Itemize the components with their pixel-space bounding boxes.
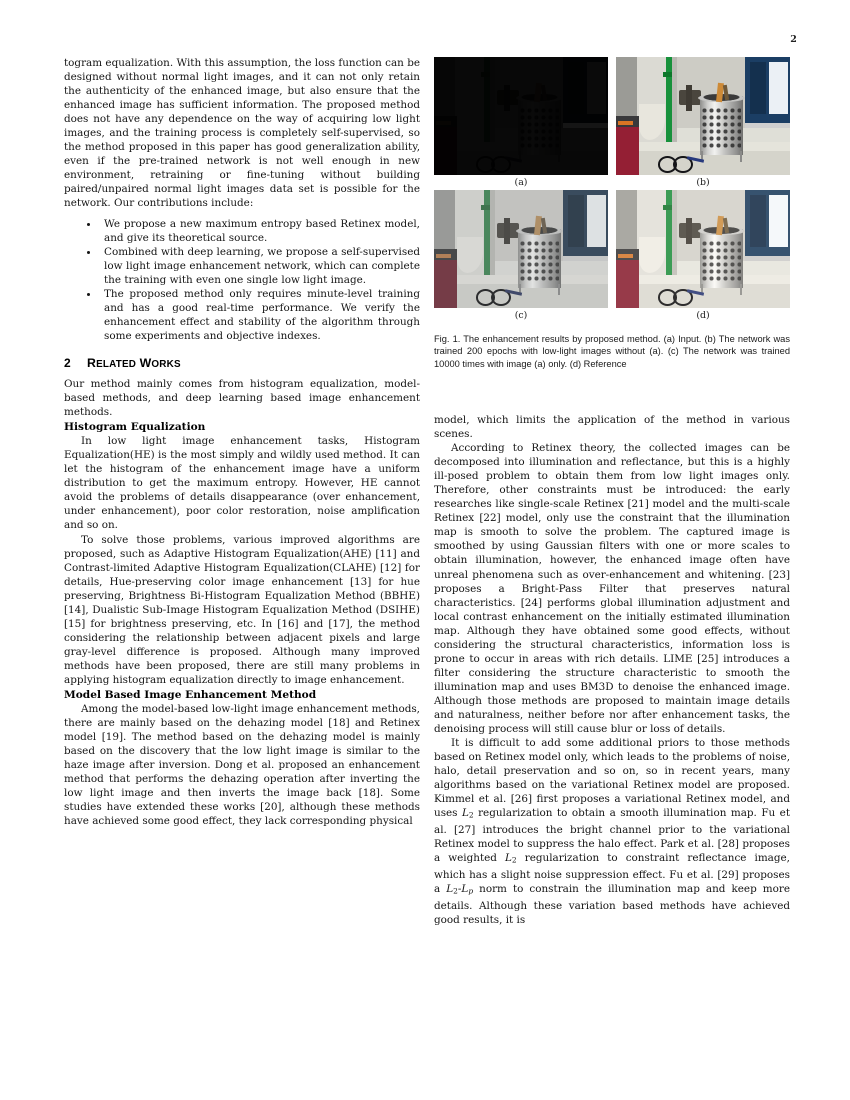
figure-panel-b xyxy=(616,57,790,190)
variational-text-4: norm to constrain the illumination map and keep more details. Although these variation based methods have achieved good results, it is xyxy=(434,882,790,926)
he-paragraph-2: To solve those problems, various improved algorithms are proposed, such as Adaptive Histogram Equalization(AHE) [11] and Contrast-limited Adaptive Histogram Equalization(CLAHE) [12] for details, Hue-preserving color image enhancement [13] for hue preserving, Brightness Bi-Histogram Equalization Method (BBHE) [14], Dualistic Sub-Image Histogram Equalization Method (DSIHE) [15] for brightness preserving, etc. In [16] and [17], the method considering the relationship between adjacent pixels and large gray-level difference is proposed. Although many improved methods have been proposed, there are still many problems in applying histogram equalization directly to image enhancement. xyxy=(64,533,420,686)
right-column xyxy=(434,413,790,927)
figure-image-a xyxy=(434,57,608,175)
section-heading-related-works xyxy=(64,356,420,372)
figure-sublabel-a: (a) xyxy=(514,177,528,188)
list-item: The proposed method only requires minute-level training and has a good real-time performance. We verify the enhancement effect and stability of the algorithm through some experiments and objective indexes. xyxy=(64,287,420,343)
figure-image-b xyxy=(616,57,790,175)
math-l2-b: L xyxy=(505,852,512,865)
list-item: We propose a new maximum entropy based Retinex model, and give its theoretical source. xyxy=(64,217,420,245)
variational-retinex-paragraph xyxy=(434,736,790,927)
paragraph-continued-left: togram equalization. With this assumption, the loss function can be designed without normal light images, and it can not only retain the authenticity of the enhanced image, but also ensure that the enhanced image has sufficient information. The proposed method does not have any dependence on the way of acquiring low light images, and the training process is completely self-supervised, so the method proposed in this paper has good generalization ability, even if the pre-trained network is not well enough in new environment, retraining or fine-tuning without building paired/unpaired normal light images data set is possible for the network. Our contributions include: xyxy=(64,57,420,210)
figure-sublabel-d: (d) xyxy=(696,310,710,321)
figure-panel-d xyxy=(616,190,790,323)
figure-image-c xyxy=(434,190,608,308)
figure-image-d xyxy=(616,190,790,308)
subheading-histogram-equalization: Histogram Equalization xyxy=(64,421,206,434)
page-number: 2 xyxy=(790,34,797,45)
list-item: Combined with deep learning, we propose a self-supervised low light image enhancement network, which can complete the training with even one single low light image. xyxy=(64,245,420,287)
section-title: RELATED WORKS xyxy=(87,355,181,370)
figure-caption: Fig. 1. The enhancement results by proposed method. (a) Input. (b) The network was trained 200 epochs with low-light images without (a). (c) The network was trained 10000 times with image (a) only. (d) Reference xyxy=(434,334,790,369)
math-l2-lp-second-sub: p xyxy=(468,886,474,896)
figure-1 xyxy=(434,57,790,370)
he-paragraph-1: In low light image enhancement tasks, Histogram Equalization(HE) is the most simply and wildly used method. It can let the histogram of the enhancement image have a uniform distribution to get the maximum entropy. However, HE cannot avoid the problems of details disappearance (over enhancement, under enhancement), poor color restoration, noise amplification and so on. xyxy=(64,435,420,532)
retinex-paragraph: According to Retinex theory, the collected images can be decomposed into illumination and reflectance, but this is a highly ill-posed problem to obtain them from low light images only. Therefore, other constraints must be introduced: the early researches like single-scale Retinex [21] model and the multi-scale Retinex [22] model, only use the constraint that the illumination map is smooth to solve the problem. The captured image is smoothed by using Gaussian filters with one or more scales to obtain illumination, however, the enhanced image often have unreal phenomena such as over-enhancement and whitening. [23] proposes a Bright-Pass Filter that preserves natural characteristics. [24] performs global illumination adjustment and local contrast enhancement on the initially estimated illumination map. Although they have obtained some good effects, without considering the structural characteristics, information loss is prone to occur in areas with rich details. LIME [25] introduces a filter considering the structure characteristic to smooth the illumination map and uses BM3D to denoise the enhanced image. Although those methods are proposed to maintain image details and naturalness, neither before nor after enhancement tasks, the denoising process will still cause blur or loss of details. xyxy=(434,442,790,736)
variational-text-1: It is difficult to add some additional priors to those methods based on Retinex model only, which leads to the problems of noise, halo, detail preservation and so on, so in recent years, many algorithms based on the variational Retinex model are proposed. Kimmel et al. [26] first proposes a variational Retinex model, and uses xyxy=(434,737,790,820)
math-l2-lp-first: L xyxy=(446,882,454,895)
figure-sublabel-c: (c) xyxy=(514,310,528,321)
figure-panel-grid xyxy=(434,57,790,323)
related-works-intro: Our method mainly comes from histogram equalization, model-based methods, and deep learning based image enhancement methods. xyxy=(64,377,420,419)
math-l2-a-sub: 2 xyxy=(468,810,474,820)
figure-sublabel-b: (b) xyxy=(696,177,710,188)
math-l2-lp-first-sub: 2 xyxy=(453,886,458,896)
paragraph-continued-right: model, which limits the application of the method in various scenes. xyxy=(434,414,790,441)
variational-text-2: regularization to obtain a smooth illumination map. Fu et al. [27] introduces the bright channel prior to the variational Retinex model to suppress the halo effect. Park et al. [28] proposes a weighted xyxy=(434,807,790,865)
math-l2-b-sub: 2 xyxy=(511,855,517,865)
variational-text-3: regularization to constraint reflectance image, which has a slight noise suppression effect. Fu et al. [29] proposes a xyxy=(434,852,790,895)
figure-panel-c xyxy=(434,190,608,323)
subheading-model-based-method: Model Based Image Enhancement Method xyxy=(64,689,317,702)
section-number: 2 xyxy=(64,355,71,370)
figure-panel-a xyxy=(434,57,608,190)
math-l2-a: L xyxy=(461,807,469,820)
model-based-paragraph: Among the model-based low-light image enhancement methods, there are mainly based on the dehazing model [18] and Retinex model [19]. The method based on the dehazing model is mainly based on the discovery that the low light image is similar to the haze image after inversion. Dong et al. proposed an enhancement method that performs the dehazing operation after inverting the low light image and then inverts the image back [18]. Some studies have extended these works [20], although these methods have achieved some good effect, they lack corresponding physical xyxy=(64,703,420,828)
left-column xyxy=(64,56,420,828)
math-l2-lp-second: L xyxy=(461,882,469,895)
contributions-list xyxy=(64,217,420,343)
math-dash: - xyxy=(457,882,462,895)
